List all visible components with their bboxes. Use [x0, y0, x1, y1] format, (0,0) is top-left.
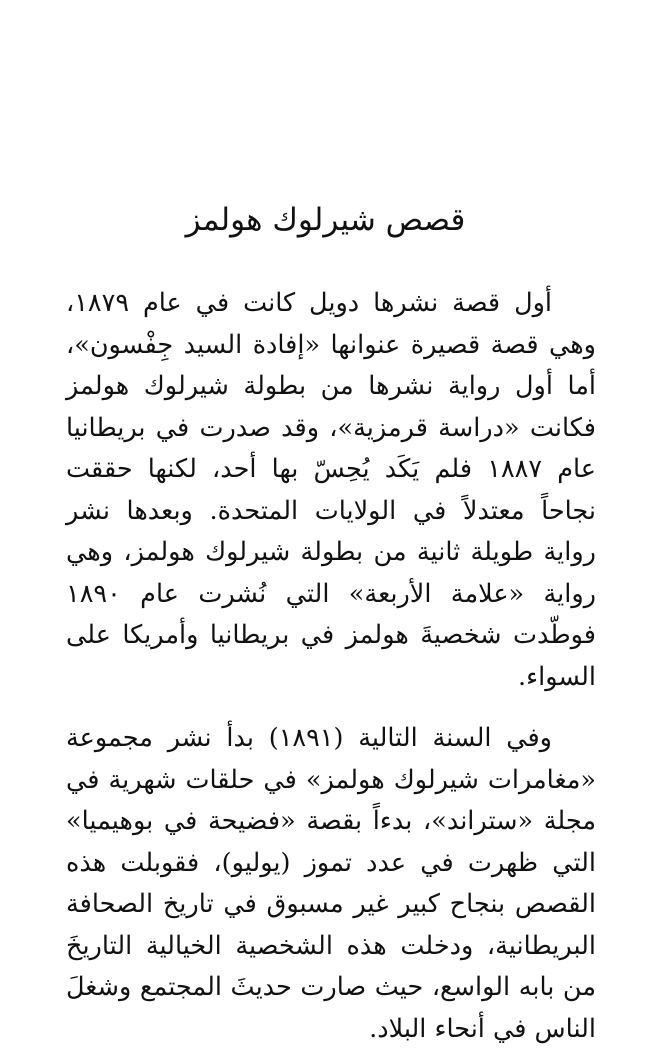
page-title: قصص شيرلوك هولمز — [185, 202, 466, 238]
body-text — [66, 283, 596, 1050]
paragraph: أول قصة نشرها دويل كانت في عام ١٨٧٩، وهي قصة قصيرة عنوانها «إفادة السيد جِفْسون»، أما أول رواية نشرها من بطولة شيرلوك هولمز فكانت «دراسة قرمزية»، وقد صدرت في بريطانيا عام ١٨٨٧ فلم يَكَد يُحِسّ بها أحد، لكنها حققت نجاحاً معتدلاً في الولايات المتحدة. وبعدها نشر رواية طويلة ثانية من بطولة شيرلوك هولمز، وهي رواية «علامة الأربعة» التي نُشرت عام ١٨٩٠ فوطّدت شخصيةَ هولمز في بريطانيا وأمريكا على السواء. — [66, 288, 596, 692]
paragraph: وفي السنة التالية (١٨٩١) بدأ نشر مجموعة «مغامرات شيرلوك هولمز» في حلقات شهرية في مجلة «ستراند»، بدءاً بقصة «فضيحة في بوهيميا» التي ظهرت في عدد تموز (يوليو)، فقوبلت هذه القصص بنجاح كبير غير مسبوق في تاريخ الصحافة البريطانية، ودخلت هذه الشخصية الخيالية التاريخَ من بابه الواسع، حيث صارت حديثَ المجتمع وشغلَ الناس في أنحاء البلاد. — [66, 723, 596, 1044]
